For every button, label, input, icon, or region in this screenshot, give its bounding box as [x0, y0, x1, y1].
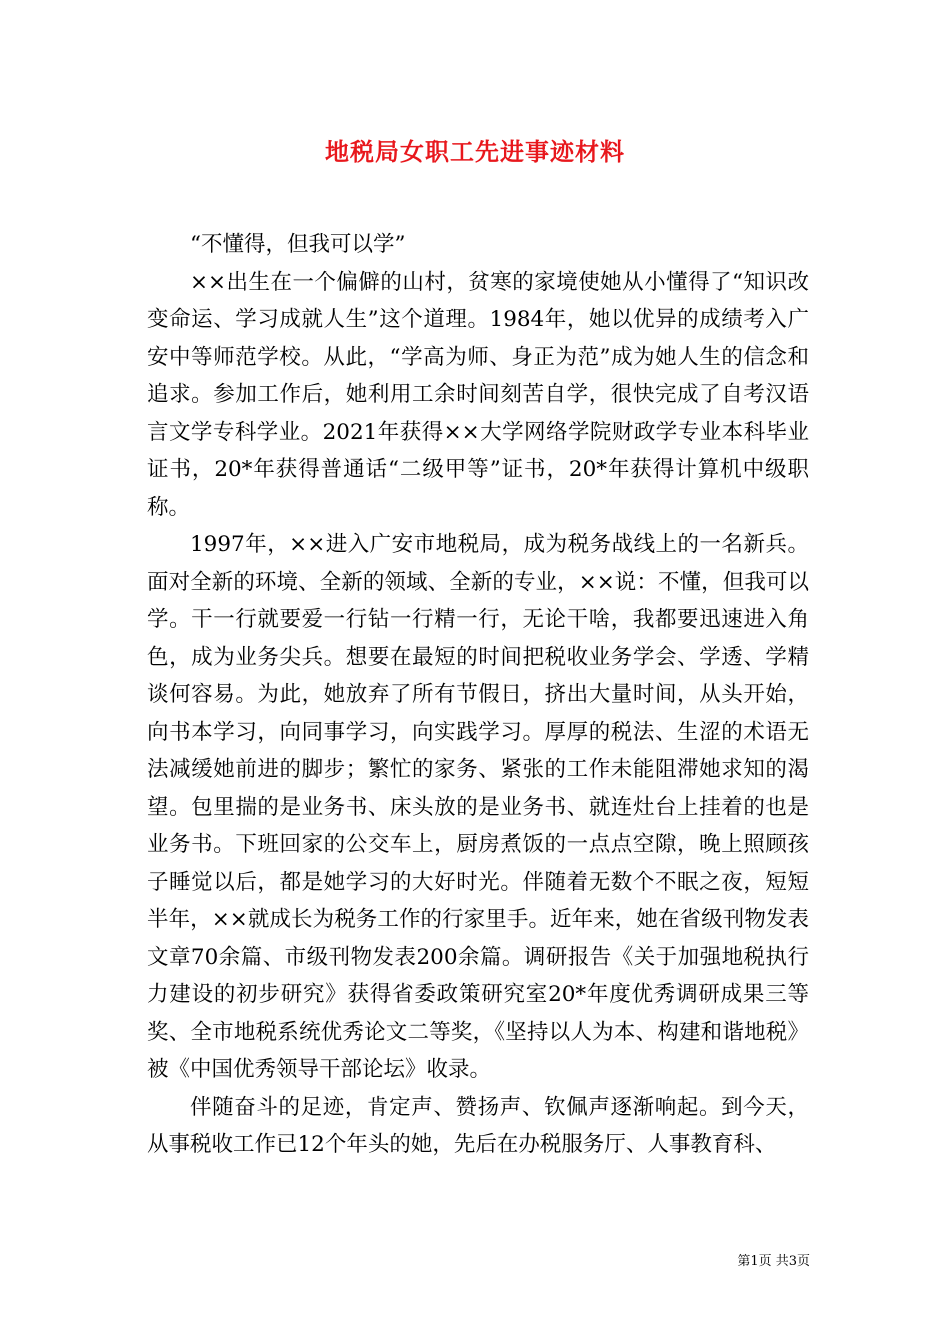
section-subheading: “不懂得，但我可以学”: [190, 232, 406, 257]
document-title: 地税局女职工先进事迹材料: [325, 137, 625, 166]
document-body: [147, 226, 809, 1164]
paragraph-3: 伴随奋斗的足迹，肯定声、赞扬声、钦佩声逐渐响起。到今天，从事税收工作已12个年头的她，先后在办税服务厅、人事教育科、: [147, 1094, 809, 1157]
page-number-footer: 第1页 共3页: [737, 1254, 810, 1269]
paragraph-2: 1997年，××进入广安市地税局，成为税务战线上的一名新兵。面对全新的环境、全新的领域、全新的专业，××说：不懂，但我可以学。干一行就要爱一行钻一行精一行，无论干啥，我都要迅速进入角色，成为业务尖兵。想要在最短的时间把税收业务学会、学透、学精谈何容易。为此，她放弃了所有节假日，挤出大量时间，从头开始，向书本学习，向同事学习，向实践学习。厚厚的税法、生涩的术语无法减缓她前进的脚步；繁忙的家务、紧张的工作未能阻滞她求知的渴望。包里揣的是业务书、床头放的是业务书、就连灶台上挂着的也是业务书。下班回家的公交车上，厨房煮饭的一点点空隙，晚上照顾孩子睡觉以后，都是她学习的大好时光。伴随着无数个不眠之夜，短短半年，××就成长为税务工作的行家里手。近年来，她在省级刊物发表文章70余篇、市级刊物发表200余篇。调研报告《关于加强地税执行力建设的初步研究》获得省委政策研究室20*年度优秀调研成果三等奖、全市地税系统优秀论文二等奖，《坚持以人为本、构建和谐地税》被《中国优秀领导干部论坛》收录。: [147, 532, 809, 1082]
paragraph-1: ××出生在一个偏僻的山村，贫寒的家境使她从小懂得了“知识改变命运、学习成就人生”这个道理。1984年，她以优异的成绩考入广安中等师范学校。从此，“学高为师、身正为范”成为她人生的信念和追求。参加工作后，她利用工余时间刻苦自学，很快完成了自考汉语言文学专科学业。2021年获得××大学网络学院财政学专业本科毕业证书，20*年获得普通话“二级甲等”证书，20*年获得计算机中级职称。: [147, 269, 809, 520]
